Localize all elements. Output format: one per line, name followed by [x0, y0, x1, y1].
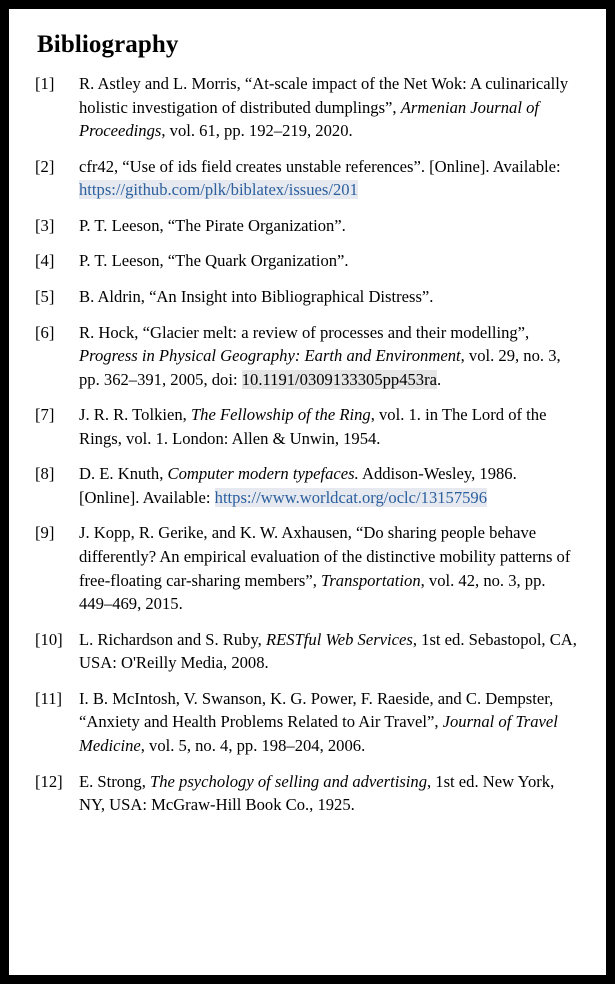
- entry-text: [79, 628, 580, 675]
- entry-number: [5]: [35, 286, 55, 306]
- entry-text-run: , vol. 5, no. 4, pp. 198–204, 2006.: [140, 735, 366, 755]
- bibliography-entry: [35, 285, 580, 309]
- entry-text-run: D. E. Knuth,: [79, 464, 168, 484]
- entry-text-run: R. Astley and L. Morris, “At-scale impact of the Net Wok: A culinarically holistic investigation of distributed dumplings”,: [79, 74, 569, 117]
- bibliography-entry: [35, 155, 580, 202]
- entry-link[interactable]: https://github.com/plk/biblatex/issues/201: [79, 180, 358, 200]
- entry-text: [79, 687, 580, 758]
- entry-text-run: R. Hock, “Glacier melt: a review of processes and their modelling”,: [79, 322, 530, 342]
- entry-text: [79, 285, 580, 309]
- entry-number: [8]: [35, 464, 55, 484]
- bibliography-entry: [35, 770, 580, 817]
- entry-number: [9]: [35, 523, 55, 543]
- entry-text-run: E. Strong,: [79, 771, 150, 791]
- entry-number: [7]: [35, 405, 55, 425]
- entry-text-run: B. Aldrin, “An Insight into Bibliographical Distress”.: [79, 286, 434, 306]
- entry-title-italic: The Fellowship of the Ring: [190, 405, 371, 425]
- entry-doi: 10.1191/0309133305pp453ra: [241, 369, 437, 389]
- entry-text: [79, 321, 580, 392]
- bibliography-entry: [35, 72, 580, 143]
- entry-text: [79, 521, 580, 615]
- entry-title-italic: Progress in Physical Geography: Earth and Environment: [79, 346, 461, 366]
- bibliography-entry: [35, 628, 580, 675]
- entry-number: [4]: [35, 251, 55, 271]
- entry-text-run: Addison-Wesley, 1986. [Online]. Available:: [79, 464, 517, 507]
- entry-text-run: , 1st ed. New York, NY, USA: McGraw-Hill Book Co., 1925.: [79, 771, 555, 815]
- bibliography-entry: [35, 687, 580, 758]
- entry-text-run: , vol. 29, no. 3, pp. 362–391, 2005, doi:: [79, 346, 561, 389]
- entry-text-run: J. R. R. Tolkien,: [79, 405, 191, 425]
- entry-number: [2]: [35, 156, 55, 176]
- entry-title-italic: Journal of Travel Medicine: [79, 712, 558, 755]
- entry-text: [79, 770, 580, 817]
- entry-title-italic: Transportation: [321, 570, 421, 590]
- entry-text: [79, 72, 580, 143]
- bibliography-entry: [35, 249, 580, 273]
- entry-title-italic: Computer modern typefaces.: [167, 464, 359, 484]
- entry-text-run: , vol. 1. in The Lord of the Rings, vol. 1. London: Allen & Unwin, 1954.: [79, 405, 547, 448]
- entry-text: [79, 249, 580, 273]
- page-title: Bibliography: [37, 31, 179, 58]
- entry-number: [10]: [35, 629, 63, 649]
- bibliography-entry: [35, 214, 580, 238]
- entry-text: [79, 214, 580, 238]
- document-page: [9, 9, 606, 975]
- entry-text: [79, 155, 580, 202]
- entry-text: [79, 403, 580, 450]
- entry-number: [1]: [35, 74, 55, 93]
- bibliography-list: [35, 72, 580, 817]
- entry-text-run: I. B. McIntosh, V. Swanson, K. G. Power, F. Raeside, and C. Dempster, “Anxiety and Health Problems Related to Air Travel”,: [79, 688, 554, 732]
- entry-text-run: J. Kopp, R. Gerike, and K. W. Axhausen, “Do sharing people behave differently? An empirical evaluation of the distinctive mobility patterns of free-floating car-sharing members”,: [79, 523, 571, 590]
- entry-title-italic: RESTful Web Services: [265, 629, 413, 649]
- entry-text: [79, 462, 580, 509]
- bibliography-entry: [35, 403, 580, 450]
- entry-text-run: , vol. 61, pp. 192–219, 2020.: [161, 121, 353, 141]
- entry-link[interactable]: https://www.worldcat.org/oclc/13157596: [214, 487, 488, 507]
- entry-number: [3]: [35, 215, 55, 235]
- entry-text-run: L. Richardson and S. Ruby,: [79, 629, 266, 649]
- bibliography-entry: [35, 321, 580, 392]
- entry-number: [6]: [35, 322, 55, 342]
- entry-text-run: , vol. 42, no. 3, pp. 449–469, 2015.: [79, 570, 546, 614]
- bibliography-entry: [35, 462, 580, 509]
- entry-number: [12]: [35, 771, 63, 791]
- entry-number: [11]: [35, 688, 63, 708]
- entry-text-run: P. T. Leeson, “The Quark Organization”.: [79, 251, 349, 271]
- entry-text-run: .: [437, 369, 442, 389]
- entry-title-italic: Armenian Journal of Proceedings: [79, 97, 539, 141]
- entry-text-run: P. T. Leeson, “The Pirate Organization”.: [79, 215, 346, 235]
- entry-text-run: cfr42, “Use of ids field creates unstable references”. [Online]. Available:: [79, 156, 561, 176]
- entry-text-run: , 1st ed. Sebastopol, CA, USA: O'Reilly Media, 2008.: [79, 629, 577, 673]
- entry-title-italic: The psychology of selling and advertising: [150, 771, 427, 791]
- bibliography-entry: [35, 521, 580, 615]
